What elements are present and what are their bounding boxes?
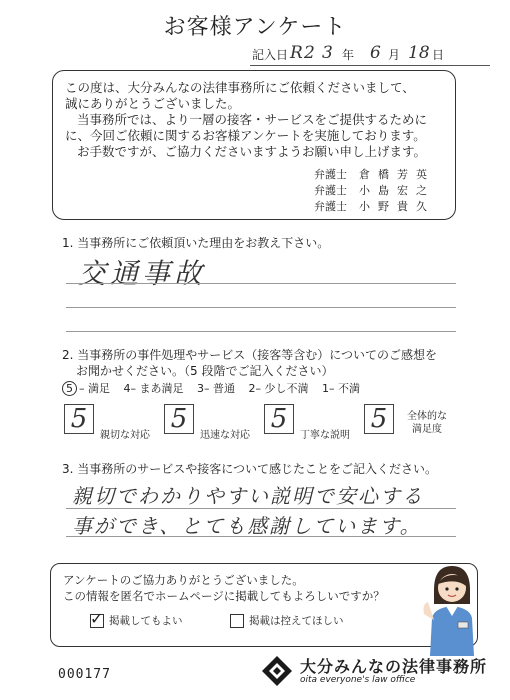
lawyer-entry: 弁護士 小島宏之 xyxy=(314,184,435,197)
rating-label-overall: 全体的な 満足度 xyxy=(407,411,447,435)
lawyer-entry: 弁護士 倉橋芳英 xyxy=(314,168,435,181)
answer-line xyxy=(66,331,456,332)
intro-line: 誠にありがとうございました。 xyxy=(65,96,241,111)
office-name: 大分みんなの法律事務所 xyxy=(300,657,488,676)
date-day: 18 xyxy=(408,43,430,63)
question-3: 3. 当事務所のサービスや接客について感じたことをご記入ください。 xyxy=(62,462,438,476)
answer-line xyxy=(66,508,456,509)
date-era-num: 2 xyxy=(304,43,315,63)
option-publish-no[interactable]: 掲載は控えてほしい xyxy=(230,613,344,628)
intro-line: に、今回ご依頼に関するお客様アンケートを実施しております。 xyxy=(65,128,426,143)
checkbox-publish-ok[interactable] xyxy=(90,609,104,628)
logo-mark-icon xyxy=(260,654,294,688)
rating-value: 5 xyxy=(170,404,188,434)
form-title: お客様アンケート xyxy=(163,15,347,40)
consent-line: アンケートのご協力ありがとうございました。 xyxy=(63,573,304,587)
rating-label: 親切な対応 xyxy=(100,430,150,441)
intro-box xyxy=(52,70,456,220)
answer-1: 交通事故 xyxy=(78,257,207,290)
answer-line xyxy=(66,283,456,284)
receptionist-illustration xyxy=(420,560,484,656)
answer-3: 親切でわかりやすい説明で安心する 事ができ、とても感謝しています。 xyxy=(72,484,424,538)
intro-line: 当事務所では、より一層の接客・サービスをご提供するために xyxy=(77,112,428,127)
question-2-sub: お聞かせください。（5 段階でご記入ください） xyxy=(76,364,334,378)
office-logo xyxy=(260,652,492,692)
lawyer-entry: 弁護士 小野貴久 xyxy=(314,200,435,213)
intro-line: お手数ですが、ご協力くださいますようお願い申し上げます。 xyxy=(77,144,427,159)
rating-value: 5 xyxy=(370,404,388,434)
date-month-unit: 月 xyxy=(388,48,401,62)
date-year-unit: 年 xyxy=(342,48,355,62)
date-year: 3 xyxy=(322,43,333,63)
rating-label: 迅速な対応 xyxy=(200,430,250,441)
date-underline xyxy=(250,65,490,66)
scale-selected-mark: 5 xyxy=(62,381,77,396)
check-mark-icon: ✓ xyxy=(90,609,104,628)
office-name-en: oita everyone's law office xyxy=(300,675,416,685)
entry-date xyxy=(250,43,490,68)
date-month: 6 xyxy=(370,43,381,63)
date-era: R xyxy=(290,43,303,63)
lawyer-list xyxy=(314,167,435,215)
serial-number: 000177 xyxy=(58,667,111,682)
rating-scale: 5 – 満足 4– まあ満足 3– 普通 2– 少し不満 1– 不満 xyxy=(62,380,360,396)
answer-line xyxy=(66,536,456,537)
rating-label: 丁寧な説明 xyxy=(300,430,350,441)
rating-value: 5 xyxy=(70,404,88,434)
date-label: 記入日 xyxy=(252,48,289,62)
rating-value: 5 xyxy=(270,404,288,434)
date-day-unit: 日 xyxy=(432,48,445,62)
question-1: 1. 当事務所にご依頼頂いた理由をお教え下さい。 xyxy=(62,236,330,250)
consent-line: この情報を匿名でホームページに掲載してもよろしいですか？ xyxy=(63,589,385,603)
option-publish-ok[interactable]: ✓ 掲載してもよい xyxy=(90,609,183,628)
checkbox-publish-no[interactable] xyxy=(230,614,244,628)
intro-line: この度は、大分みんなの法律事務所にご依頼くださいまして、 xyxy=(65,80,415,95)
question-2: 2. 当事務所の事件処理やサービス（接客等含む）についてのご感想を xyxy=(62,348,438,362)
consent-box xyxy=(50,563,478,647)
answer-line xyxy=(66,307,456,308)
